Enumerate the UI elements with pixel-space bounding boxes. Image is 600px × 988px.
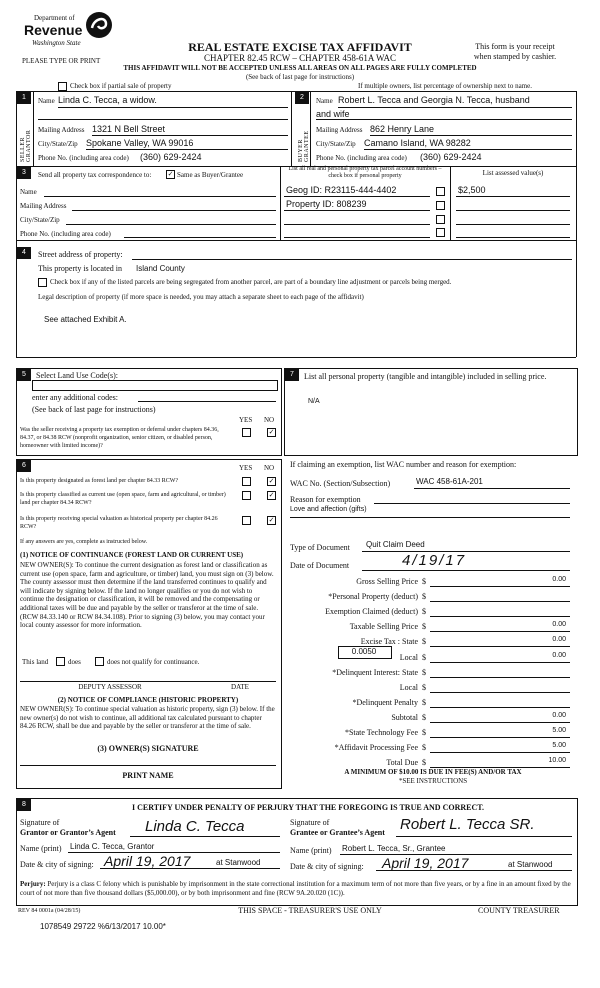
buyer-city-field[interactable]: Camano Island, WA 98282: [364, 138, 471, 148]
seller-mailing-label: Mailing Address: [38, 126, 85, 134]
fee-row-dollar: $: [422, 652, 426, 662]
grantor-name-field[interactable]: Linda C. Tecca, Grantor: [70, 842, 155, 851]
forest-yes-checkbox[interactable]: [242, 477, 251, 486]
grantor-date-field[interactable]: April 19, 2017: [104, 853, 191, 869]
current-use-question: Is this property classified as current use (open space, farm and agricultural, or timber) land per chapter 84.34 RCW?: [20, 492, 226, 506]
parcel-2-personal-checkbox[interactable]: [436, 201, 445, 210]
buyer-side-label: BUYER GRANTEE: [298, 130, 310, 162]
fee-row-value[interactable]: 0.00: [552, 711, 566, 719]
reason-label: Reason for exemption: [290, 495, 361, 504]
sec5-no-header: NO: [264, 416, 275, 424]
sec5-yes-header: YES: [239, 416, 253, 424]
grantor-signature[interactable]: Linda C. Tecca: [145, 818, 245, 835]
perjury-text: Perjury is a class C felony which is punishable by imprisonment in the state correctional institution for a maximum term of not more than five years, or by a fine in an amount fixed by the court of not more than five thousand dollars ($5,000.00), or by both imprisonment and fine (RCW 9A.20.020 (1C)).: [20, 880, 571, 897]
fee-row-value[interactable]: 0.00: [552, 621, 566, 629]
grantee-date-label: Date & city of signing:: [290, 862, 364, 871]
if-yes-note: If any answers are yes, complete as instructed below.: [20, 539, 148, 545]
does-not-label: does not qualify for continuance.: [107, 658, 200, 666]
grantee-date-field[interactable]: April 19, 2017: [382, 855, 469, 871]
buyer-name-field-line2[interactable]: and wife: [316, 109, 350, 119]
fee-row-dollar: $: [422, 758, 426, 768]
parcel-2-field[interactable]: Property ID: 808239: [286, 199, 367, 209]
grantee-sig-label-1: Signature of: [290, 818, 330, 827]
personal-property-label: List all personal property (tangible and intangible) included in selling price.: [304, 372, 547, 381]
logo-dept: Department of: [34, 14, 75, 22]
seller-phone-label: Phone No. (including area code): [38, 154, 129, 162]
fee-row-label: Excise Tax : State: [360, 637, 418, 647]
assessor-date-label: DATE: [231, 683, 249, 691]
section-7-number: 7: [285, 369, 299, 381]
fee-row-label: *Personal Property (deduct): [328, 592, 418, 602]
fee-row-dollar: $: [422, 607, 426, 617]
form-chapter: CHAPTER 82.45 RCW – CHAPTER 458-61A WAC: [204, 53, 396, 63]
fee-row-value[interactable]: 5.00: [552, 727, 566, 734]
fee-row-dollar: $: [422, 577, 426, 586]
historic-yes-checkbox[interactable]: [242, 516, 251, 525]
deputy-assessor-label: DEPUTY ASSESSOR: [78, 683, 142, 691]
wac-label: WAC No. (Section/Subsection): [290, 479, 391, 488]
grantor-city-field[interactable]: at Stanwood: [216, 858, 261, 867]
reason-field[interactable]: Love and affection (gifts): [290, 506, 367, 513]
exemption-question: Was the seller receiving a property tax exemption or deferral under chapters 84.36, 84.37, or 84.38 RCW (nonprofit organization, senior citizen, or disabled person, homeowner with limited income)?: [20, 427, 219, 449]
seller-city-label: City/State/Zip: [38, 140, 78, 148]
exemption-claim-label: If claiming an exemption, list WAC number and reason for exemption:: [290, 460, 517, 469]
fee-row-label: Total Due: [386, 758, 418, 768]
fee-row-label: *Delinquent Interest: State: [332, 667, 418, 677]
legal-description-label: Legal description of property (if more space is needed, you may attach a separate sheet to each page of the affidavit): [38, 293, 364, 301]
see-back-sec5: (See back of last page for instructions): [32, 405, 156, 414]
seller-side-label: SELLER GRANTOR: [20, 129, 32, 162]
send-correspondence-label: Send all property tax correspondence to:: [38, 171, 152, 179]
doc-type-label: Type of Document: [290, 543, 350, 552]
grantee-sig-label-2: Grantee or Grantee’s Agent: [290, 828, 385, 837]
fee-row-value[interactable]: 0.00: [552, 651, 566, 659]
seller-phone-field[interactable]: (360) 629-2424: [140, 152, 202, 162]
grantee-name-label: Name (print): [290, 846, 332, 855]
fee-row-label: *Affidavit Processing Fee: [334, 743, 418, 753]
doc-date-field[interactable]: 4/19/17: [402, 552, 467, 569]
grantor-sig-label-2: Grantor or Grantor’s Agent: [20, 828, 116, 837]
seller-name-field[interactable]: Linda C. Tecca, a widow.: [58, 95, 157, 105]
parcel-header: List all real and personal property tax parcel account numbers – check box if personal property: [288, 166, 442, 179]
exemption-yes-checkbox[interactable]: [242, 428, 251, 437]
county-treasurer-label: COUNTY TREASURER: [478, 906, 560, 915]
type-or-print: PLEASE TYPE OR PRINT: [22, 57, 101, 65]
grantee-city-field[interactable]: at Stanwood: [508, 860, 553, 869]
buyer-mailing-field[interactable]: 862 Henry Lane: [370, 124, 435, 134]
same-as-buyer-label: Same as Buyer/Grantee: [177, 171, 244, 179]
form-warning: THIS AFFIDAVIT WILL NOT BE ACCEPTED UNLESS ALL AREAS ON ALL PAGES ARE FULLY COMPLETED: [123, 64, 477, 72]
county-field[interactable]: Island County: [136, 264, 185, 273]
fee-row-dollar: $: [422, 622, 426, 632]
multiple-owners-note: If multiple owners, list percentage of ownership next to name.: [358, 82, 532, 90]
parcel-4-personal-checkbox[interactable]: [436, 228, 445, 237]
doc-date-label: Date of Document: [290, 561, 350, 570]
form-revision: REV 84 0001a (04/28/15): [18, 908, 81, 914]
seller-name-label: Name: [38, 97, 55, 105]
buyer-name-label: Name: [316, 97, 333, 105]
fee-row-value[interactable]: 0.00: [552, 636, 566, 644]
fee-row-dollar: $: [422, 667, 426, 677]
sec6-no-header: NO: [264, 464, 275, 472]
section-1-number: 1: [17, 92, 31, 104]
notice-continuance-title: (1) NOTICE OF CONTINUANCE (FOREST LAND OR CURRENT USE): [20, 551, 244, 559]
segregated-checkbox[interactable]: [38, 278, 47, 287]
section-6-number: 6: [17, 460, 31, 472]
notice-compliance-title: (2) NOTICE OF COMPLIANCE (HISTORIC PROPERTY): [57, 696, 239, 704]
does-not-qualify-checkbox[interactable]: [95, 657, 104, 666]
print-name-label: PRINT NAME: [122, 771, 174, 780]
located-label: This property is located in: [38, 264, 122, 273]
parcel-3-personal-checkbox[interactable]: [436, 215, 445, 224]
grantee-signature[interactable]: Robert L. Tecca SR.: [400, 816, 535, 833]
does-label: does: [68, 658, 81, 666]
assessed-1-field[interactable]: $2,500: [458, 185, 486, 195]
local-rate-value: 0.0050: [351, 647, 377, 656]
doc-type-field[interactable]: Quit Claim Deed: [366, 540, 425, 549]
corr-city-label: City/State/Zip: [20, 216, 60, 224]
section-3-number: 3: [17, 167, 31, 179]
wac-field[interactable]: WAC 458-61A-201: [416, 477, 483, 486]
receipt-note-1: This form is your receipt: [475, 42, 555, 51]
grantor-sig-label-1: Signature of: [20, 818, 60, 827]
fee-row-value[interactable]: 5.00: [552, 742, 566, 750]
land-use-label: Select Land Use Code(s):: [36, 371, 118, 380]
logo-swirl-icon: [84, 10, 114, 40]
owner-signature-label: (3) OWNER(S) SIGNATURE: [97, 744, 199, 753]
perjury-warning: [20, 880, 572, 898]
land-use-field[interactable]: [32, 380, 278, 391]
corr-mailing-label: Mailing Address: [20, 202, 67, 210]
exemption-no-checkbox[interactable]: ✓: [268, 428, 275, 436]
fee-row-dollar: $: [422, 728, 426, 737]
segregated-label: Check box if any of the listed parcels are being segregated from another parcel, are part of a boundary line adjustment or parcels being merged.: [50, 278, 452, 286]
street-address-label: Street address of property:: [38, 250, 123, 259]
fee-row-label: Local: [399, 682, 418, 692]
see-instructions-note: *SEE INSTRUCTIONS: [398, 777, 468, 785]
seller-city-field[interactable]: Spokane Valley, WA 99016: [86, 138, 194, 148]
additional-codes-label: enter any additional codes:: [32, 393, 118, 402]
fee-row-label: Local: [399, 652, 418, 662]
personal-property-field[interactable]: N/A: [308, 398, 320, 405]
notice-continuance-text: NEW OWNER(S): To continue the current designation as forest land or classification as current use (open space, farm and agriculture, or timber) land, you must sign on (3) below. The county assessor must then determine if the land transferred continues to qualify and will indicate by signing below. If the land no longer qualifies or you do not wish to continue the designation or classification, it will be removed and the compensating or additional taxes will be due and payable by the seller or transferor at the time of sale. (RCW 84.33.140 or RCW 84.34.108). Prior to signing (3) below, you may contact your local county assessor for more information.: [20, 561, 274, 630]
buyer-phone-label: Phone No. (including area code): [316, 154, 407, 162]
grantee-name-field[interactable]: Robert L. Tecca, Sr., Grantee: [342, 844, 446, 853]
minimum-due-note: A MINIMUM OF $10.00 IS DUE IN FEE(S) AND/OR TAX: [344, 768, 522, 776]
same-as-buyer-checkbox[interactable]: ✓: [167, 170, 174, 178]
see-back-top: (See back of last page for instructions): [245, 73, 355, 81]
fee-row-value[interactable]: 10.00: [548, 757, 566, 765]
grantor-name-label: Name (print): [20, 844, 62, 853]
fee-row-label: Gross Selling Price: [356, 577, 418, 586]
partial-sale-checkbox[interactable]: [58, 82, 67, 91]
receipt-note-2: when stamped by cashier.: [473, 52, 557, 61]
buyer-name-field[interactable]: Robert L. Tecca and Georgia N. Tecca, husband: [338, 95, 530, 105]
section-4-number: 4: [17, 247, 31, 259]
treasurer-use-label: THIS SPACE - TREASURER'S USE ONLY: [238, 906, 382, 915]
grantor-date-label: Date & city of signing:: [20, 860, 94, 869]
partial-sale-label: Check box if partial sale of property: [70, 82, 172, 90]
fee-row-dollar: $: [422, 682, 426, 692]
forest-land-question: Is this property designated as forest land per chapter 84.33 RCW?: [20, 478, 179, 484]
legal-description-field[interactable]: See attached Exhibit A.: [44, 315, 127, 324]
current-use-no-checkbox[interactable]: ✓: [268, 491, 275, 499]
fee-row-dollar: $: [422, 592, 426, 602]
perjury-label: Perjury:: [20, 880, 46, 888]
fee-row-label: Exemption Claimed (deduct): [325, 607, 418, 617]
parcel-1-field[interactable]: Geog ID: R23115-444-4402: [286, 185, 397, 195]
section-8-number: 8: [17, 799, 31, 811]
fee-row-dollar: $: [422, 697, 426, 707]
section-2-number: 2: [295, 92, 309, 104]
assessed-header: List assessed value(s): [482, 169, 544, 177]
buyer-mailing-label: Mailing Address: [316, 126, 363, 134]
fee-row-label: Subtotal: [391, 712, 418, 722]
historic-no-checkbox[interactable]: ✓: [268, 516, 275, 524]
certify-statement: I CERTIFY UNDER PENALTY OF PERJURY THAT THE FOREGOING IS TRUE AND CORRECT.: [131, 803, 484, 812]
section-5-number: 5: [17, 369, 31, 381]
this-land-label: This land: [22, 658, 49, 666]
treasurer-stamp: 1078549 29722 %6/13/2017 10.00*: [40, 922, 166, 931]
corr-name-label: Name: [20, 188, 37, 196]
fee-row-label: *Delinquent Penalty: [352, 697, 418, 707]
notice-compliance-text: NEW OWNER(S): To continue special valuation as historic property, sign (3) below. If the new owner(s) do not wish to continue, all additional tax calculated pursuant to chapter 84.26 RCW, shall be due and payable by the seller or transferor at the time of sale.: [20, 705, 275, 731]
fee-row-label: *State Technology Fee: [344, 728, 418, 737]
seller-mailing-field[interactable]: 1321 N Bell Street: [92, 124, 166, 134]
forest-no-checkbox[interactable]: ✓: [268, 477, 275, 485]
parcel-1-personal-checkbox[interactable]: [436, 187, 445, 196]
buyer-city-label: City/State/Zip: [316, 140, 356, 148]
logo-state: Washington State: [32, 39, 81, 47]
fee-row-dollar: $: [422, 743, 426, 753]
sec6-yes-header: YES: [239, 464, 253, 472]
form-title: REAL ESTATE EXCISE TAX AFFIDAVIT: [188, 40, 412, 54]
fee-row-label: Taxable Selling Price: [349, 622, 418, 632]
fee-row-dollar: $: [422, 637, 426, 647]
logo-revenue: Revenue: [24, 22, 83, 38]
historic-question: Is this property receiving special valuation as historical property per chapter 84.26 RCW?: [20, 516, 218, 530]
corr-phone-label: Phone No. (including area code): [20, 230, 111, 238]
does-qualify-checkbox[interactable]: [56, 657, 65, 666]
dor-logo: [24, 10, 114, 52]
fee-row-value[interactable]: 0.00: [552, 576, 566, 583]
buyer-phone-field[interactable]: (360) 629-2424: [420, 152, 482, 162]
current-use-yes-checkbox[interactable]: [242, 491, 251, 500]
fee-row-dollar: $: [422, 712, 426, 722]
